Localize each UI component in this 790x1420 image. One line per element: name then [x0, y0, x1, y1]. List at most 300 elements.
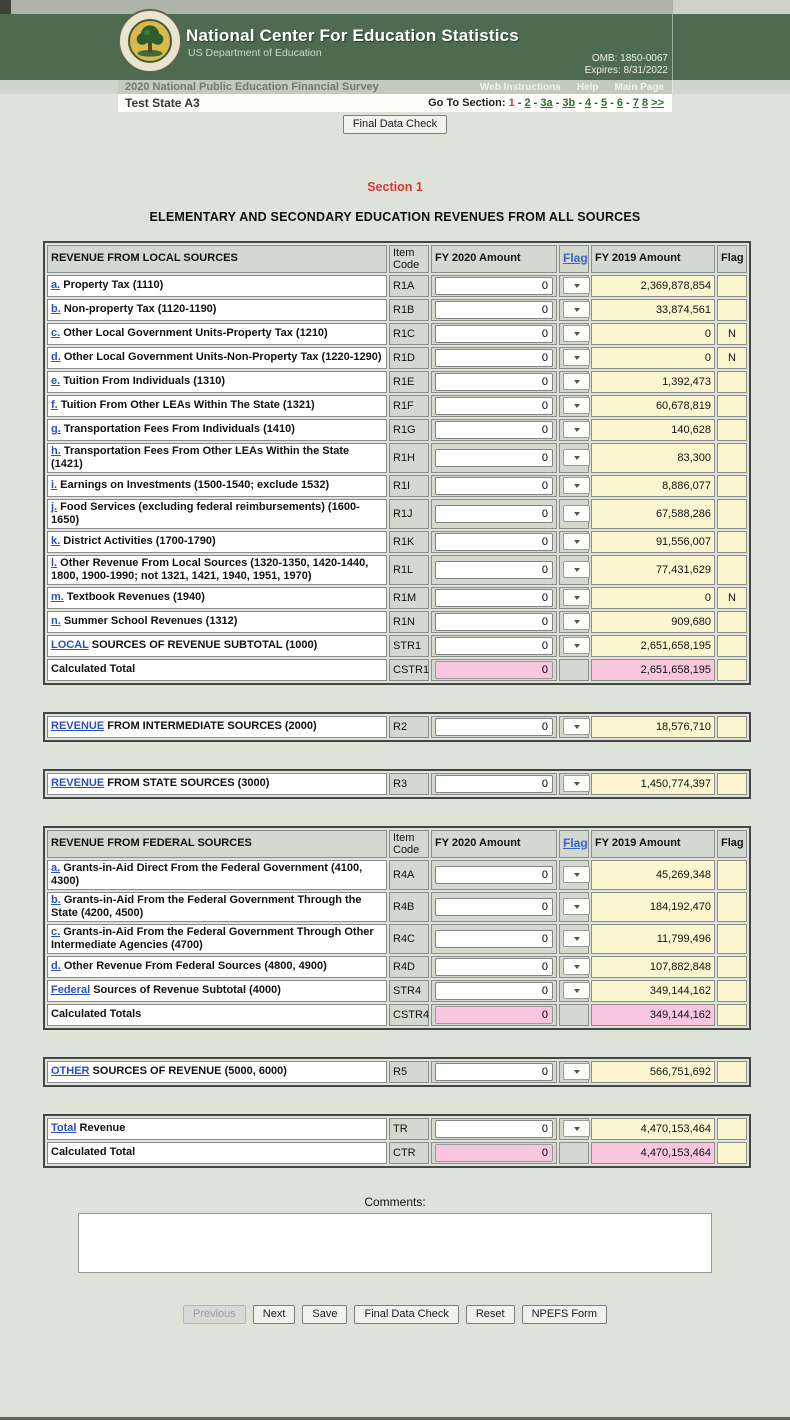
- final-data-check-button-top[interactable]: Final Data Check: [343, 115, 447, 134]
- flag-select-R1N[interactable]: [563, 613, 590, 630]
- flag-cell-R1C: [559, 323, 589, 345]
- flag-cell-R1J: [559, 499, 589, 529]
- fy2019-value-TR: 4,470,153,464: [591, 1118, 715, 1140]
- row-link-R3[interactable]: REVENUE: [51, 777, 105, 789]
- fy2019-value-R4C: 11,799,496: [591, 924, 715, 954]
- fy2019-flag-R4A: [717, 860, 747, 890]
- flag-cell-TR: [559, 1118, 589, 1140]
- row-link-R4C[interactable]: c.: [51, 925, 61, 938]
- item-code-R1H: R1H: [389, 443, 429, 473]
- column-header-flag-2020: [559, 245, 589, 273]
- row-label-R4C: c. Grants-in-Aid From the Federal Government Through Other Intermediate Agencies (4700): [47, 924, 387, 954]
- flag-select-R1F[interactable]: [563, 397, 590, 414]
- row-link-R1H[interactable]: h.: [51, 444, 61, 457]
- fy2020-cell-CTR: [431, 1142, 557, 1164]
- fy2019-flag-R4C: [717, 924, 747, 954]
- chevron-down-icon: [574, 965, 580, 969]
- row-R4A: [47, 860, 747, 890]
- row-STR1: [47, 635, 747, 657]
- item-code-STR4: STR4: [389, 980, 429, 1002]
- fy2019-flag-R1G: [717, 419, 747, 441]
- goto-section->>[interactable]: >>: [651, 97, 664, 109]
- row-link-R1L[interactable]: l.: [51, 556, 58, 569]
- fy2020-cell-R1F: [431, 395, 557, 417]
- flag-cell-R1G: [559, 419, 589, 441]
- row-link-R1I[interactable]: i.: [51, 479, 58, 491]
- row-R1E: [47, 371, 747, 393]
- row-CTR: [47, 1142, 747, 1164]
- row-label-R1L: l. Other Revenue From Local Sources (1320-1350, 1420-1440, 1800, 1900-1990; not 1321, 1421, 1940, 1951, 1970): [47, 555, 387, 585]
- fy2019-value-CSTR1: 2,651,658,195: [591, 659, 715, 681]
- row-label-R5: OTHER SOURCES OF REVENUE (5000, 6000): [47, 1061, 387, 1083]
- item-code-R2: R2: [389, 716, 429, 738]
- item-code-R1E: R1E: [389, 371, 429, 393]
- column-header-item-code: Item Code: [389, 830, 429, 858]
- fy2020-cell-R1G: [431, 419, 557, 441]
- row-label-R3: REVENUE FROM STATE SOURCES (3000): [47, 773, 387, 795]
- fy2019-value-R1K: 91,556,007: [591, 531, 715, 553]
- chevron-down-icon: [574, 484, 580, 488]
- fy2020-cell-R2: [431, 716, 557, 738]
- item-code-CTR: CTR: [389, 1142, 429, 1164]
- row-TR: [47, 1118, 747, 1140]
- fy2019-value-R1G: 140,628: [591, 419, 715, 441]
- row-label-R1J: j. Food Services (excluding federal reimbursements) (1600-1650): [47, 499, 387, 529]
- flag-select-R1M[interactable]: [563, 589, 590, 606]
- state-nav-bar: [118, 94, 672, 112]
- fy2020-cell-R1D: [431, 347, 557, 369]
- row-R1J: [47, 499, 747, 529]
- form-action-buttons: [0, 1305, 790, 1324]
- item-code-R1C: R1C: [389, 323, 429, 345]
- flag-select-R1D[interactable]: [563, 349, 590, 366]
- fy2020-cell-CSTR4: [431, 1004, 557, 1026]
- fy2020-input-R1A[interactable]: [435, 277, 553, 295]
- next-button[interactable]: Next: [253, 1305, 296, 1324]
- fy2020-cell-STR1: [431, 635, 557, 657]
- item-code-CSTR1: CSTR1: [389, 659, 429, 681]
- item-code-R4A: R4A: [389, 860, 429, 890]
- fy2020-cell-STR4: [431, 980, 557, 1002]
- fy2019-value-STR1: 2,651,658,195: [591, 635, 715, 657]
- flag-select-R4B[interactable]: [563, 898, 590, 915]
- header-nav-links: [480, 82, 664, 93]
- flag-cell-R1N: [559, 611, 589, 633]
- row-label-R1G: g. Transportation Fees From Individuals (1410): [47, 419, 387, 441]
- fy2019-value-R4A: 45,269,348: [591, 860, 715, 890]
- goto-section-3a[interactable]: 3a: [540, 97, 553, 109]
- fy2019-flag-R1E: [717, 371, 747, 393]
- column-header-fy2019: FY 2019 Amount: [591, 245, 715, 273]
- flag-select-R1C[interactable]: [563, 325, 590, 342]
- flag-select-R3[interactable]: [563, 775, 590, 792]
- chevron-down-icon: [574, 989, 580, 993]
- goto-section-7[interactable]: 7: [632, 97, 639, 109]
- omb-expires: Expires: 8/31/2022: [584, 65, 668, 76]
- goto-section-links: 1 - 2 - 3a - 3b - 4 - 5 - 6 - 7 8 >>: [508, 97, 664, 109]
- row-link-R1E[interactable]: e.: [51, 375, 61, 387]
- flag-help-link[interactable]: Flag: [563, 835, 588, 850]
- row-label-R1K: k. District Activities (1700-1790): [47, 531, 387, 553]
- fy2019-value-R4D: 107,882,848: [591, 956, 715, 978]
- item-code-R1N: R1N: [389, 611, 429, 633]
- fy2020-input-R1N[interactable]: [435, 613, 553, 631]
- fy2019-flag-STR1: [717, 635, 747, 657]
- goto-section-5[interactable]: 5: [600, 97, 608, 109]
- flag-cell-R1D: [559, 347, 589, 369]
- row-label-R1I: i. Earnings on Investments (1500-1540; exclude 1532): [47, 475, 387, 497]
- fy2020-input-R1J[interactable]: [435, 505, 553, 523]
- flag-select-R1E[interactable]: [563, 373, 590, 390]
- department-of-education-seal-icon: [119, 10, 181, 72]
- chevron-down-icon: [574, 540, 580, 544]
- fy2020-input-R1G[interactable]: [435, 421, 553, 439]
- fy2019-value-CSTR4: 349,144,162: [591, 1004, 715, 1026]
- flag-cell-R4A: [559, 860, 589, 890]
- fy2020-cell-R1A: [431, 275, 557, 297]
- subheader-inner: [118, 80, 672, 94]
- row-link-R1B[interactable]: b.: [51, 303, 61, 315]
- flag-cell-R4C: [559, 924, 589, 954]
- row-link-R4B[interactable]: b.: [51, 893, 61, 906]
- fy2020-input-TR[interactable]: [435, 1120, 553, 1138]
- flag-cell-R4D: [559, 956, 589, 978]
- goto-section-2[interactable]: 2: [524, 97, 531, 109]
- column-header-title: REVENUE FROM LOCAL SOURCES: [47, 245, 387, 273]
- fy2020-input-CSTR1: [435, 661, 553, 679]
- flag-select-R1B[interactable]: [563, 301, 590, 318]
- row-CSTR1: [47, 659, 747, 681]
- row-label-R1D: d. Other Local Government Units-Non-Property Tax (1220-1290): [47, 347, 387, 369]
- flag-cell-R1H: [559, 443, 589, 473]
- flag-cell-R1K: [559, 531, 589, 553]
- fy2020-input-R4A[interactable]: [435, 866, 553, 884]
- goto-section-6[interactable]: 6: [616, 97, 623, 109]
- row-R3: [47, 773, 747, 795]
- fy2020-input-R1L[interactable]: [435, 561, 553, 579]
- fy2020-input-R4B[interactable]: [435, 898, 553, 916]
- fy2020-cell-R1H: [431, 443, 557, 473]
- row-label-R1B: b. Non-property Tax (1120-1190): [47, 299, 387, 321]
- fy2019-flag-R1M: N: [717, 587, 747, 609]
- npefs-form-button[interactable]: NPEFS Form: [522, 1305, 607, 1324]
- chevron-down-icon: [574, 404, 580, 408]
- fy2020-input-R1K[interactable]: [435, 533, 553, 551]
- flag-select-R2[interactable]: [563, 718, 590, 735]
- column-header-flag-2019: Flag: [717, 245, 747, 273]
- top-strip: [0, 0, 790, 14]
- state-name: Test State A3: [125, 96, 200, 110]
- fy2020-input-R1I[interactable]: [435, 477, 553, 495]
- item-code-CSTR4: CSTR4: [389, 1004, 429, 1026]
- flag-select-R1I[interactable]: [563, 477, 590, 494]
- row-label-STR1: LOCAL SOURCES OF REVENUE SUBTOTAL (1000): [47, 635, 387, 657]
- fy2020-input-STR1[interactable]: [435, 637, 553, 655]
- row-R1K: [47, 531, 747, 553]
- comments-textarea[interactable]: [78, 1213, 712, 1273]
- flag-select-R1G[interactable]: [563, 421, 590, 438]
- header-divider: [672, 14, 673, 94]
- item-code-STR1: STR1: [389, 635, 429, 657]
- fy2019-value-R1E: 1,392,473: [591, 371, 715, 393]
- flag-select-R1J[interactable]: [563, 505, 590, 522]
- column-header-flag-2019: Flag: [717, 830, 747, 858]
- row-link-R1J[interactable]: j.: [51, 500, 58, 513]
- fy2019-flag-R5: [717, 1061, 747, 1083]
- flag-cell-CTR: [559, 1142, 589, 1164]
- save-button[interactable]: Save: [302, 1305, 347, 1324]
- row-link-R1D[interactable]: d.: [51, 351, 61, 363]
- fy2020-input-R1B[interactable]: [435, 301, 553, 319]
- flag-select-R5[interactable]: [563, 1063, 590, 1080]
- row-label-R4D: d. Other Revenue From Federal Sources (4800, 4900): [47, 956, 387, 978]
- department-subtitle: US Department of Education: [188, 47, 322, 59]
- row-label-R4A: a. Grants-in-Aid Direct From the Federal Government (4100, 4300): [47, 860, 387, 890]
- row-label-STR4: Federal Sources of Revenue Subtotal (4000): [47, 980, 387, 1002]
- row-R1D: [47, 347, 747, 369]
- fy2020-input-R1C[interactable]: [435, 325, 553, 343]
- row-link-R4A[interactable]: a.: [51, 861, 61, 874]
- row-label-R4B: b. Grants-in-Aid From the Federal Government Through the State (4200, 4500): [47, 892, 387, 922]
- comments-label: Comments:: [364, 1194, 426, 1209]
- fy2020-input-R2[interactable]: [435, 718, 553, 736]
- flag-select-R4A[interactable]: [563, 866, 590, 883]
- column-header-fy2020: FY 2020 Amount: [431, 830, 557, 858]
- fy2020-cell-R1C: [431, 323, 557, 345]
- fy2020-input-R4D[interactable]: [435, 958, 553, 976]
- flag-cell-R3: [559, 773, 589, 795]
- row-link-R5[interactable]: OTHER: [51, 1065, 90, 1077]
- flag-select-R4D[interactable]: [563, 958, 590, 975]
- fy2020-cell-R1M: [431, 587, 557, 609]
- fy2019-value-R1L: 77,431,629: [591, 555, 715, 585]
- flag-cell-R1A: [559, 275, 589, 297]
- top-strip-right: [673, 0, 790, 14]
- row-R1M: [47, 587, 747, 609]
- fy2020-cell-R1B: [431, 299, 557, 321]
- row-STR4: [47, 980, 747, 1002]
- previous-button: Previous: [183, 1305, 246, 1324]
- fy2019-value-R1J: 67,588,286: [591, 499, 715, 529]
- chevron-down-icon: [574, 456, 580, 460]
- column-header-title: REVENUE FROM FEDERAL SOURCES: [47, 830, 387, 858]
- fy2020-input-R1M[interactable]: [435, 589, 553, 607]
- fy2019-flag-R1F: [717, 395, 747, 417]
- fy2020-cell-R1I: [431, 475, 557, 497]
- chevron-down-icon: [574, 380, 580, 384]
- goto-section-4[interactable]: 4: [585, 97, 592, 109]
- fy2019-value-R3: 1,450,774,397: [591, 773, 715, 795]
- table-intermediate-sources: [43, 712, 751, 742]
- item-code-R4C: R4C: [389, 924, 429, 954]
- fy2020-cell-R4D: [431, 956, 557, 978]
- column-header-flag-2020: [559, 830, 589, 858]
- fy2020-cell-R4A: [431, 860, 557, 890]
- table-total-revenue: [43, 1114, 751, 1168]
- fy2019-value-R4B: 184,192,470: [591, 892, 715, 922]
- flag-select-R1A[interactable]: [563, 277, 590, 294]
- fy2019-flag-R1K: [717, 531, 747, 553]
- column-header-fy2020: FY 2020 Amount: [431, 245, 557, 273]
- fy2019-flag-R1H: [717, 443, 747, 473]
- fy2019-flag-R3: [717, 773, 747, 795]
- flag-select-R1K[interactable]: [563, 533, 590, 550]
- fy2019-value-R1M: 0: [591, 587, 715, 609]
- row-link-TR[interactable]: Total: [51, 1122, 77, 1134]
- final-data-check-button[interactable]: Final Data Check: [354, 1305, 458, 1324]
- flag-cell-STR4: [559, 980, 589, 1002]
- row-label-R1E: e. Tuition From Individuals (1310): [47, 371, 387, 393]
- row-label-CSTR1: Calculated Total: [47, 659, 387, 681]
- row-link-R1A[interactable]: a.: [51, 279, 61, 291]
- fy2019-flag-TR: [717, 1118, 747, 1140]
- fy2019-flag-R1I: [717, 475, 747, 497]
- column-header-fy2019: FY 2019 Amount: [591, 830, 715, 858]
- fy2019-value-R1D: 0: [591, 347, 715, 369]
- item-code-R1M: R1M: [389, 587, 429, 609]
- item-code-R1G: R1G: [389, 419, 429, 441]
- row-link-R4D[interactable]: d.: [51, 960, 61, 972]
- row-R1N: [47, 611, 747, 633]
- table-state-sources: [43, 769, 751, 799]
- revenue-tables: [0, 241, 790, 1168]
- header-link-web-instructions[interactable]: Web Instructions: [479, 81, 561, 93]
- fy2019-value-STR4: 349,144,162: [591, 980, 715, 1002]
- fy2019-flag-R1A: [717, 275, 747, 297]
- chevron-down-icon: [574, 725, 580, 729]
- row-R4C: [47, 924, 747, 954]
- fy2019-flag-R1L: [717, 555, 747, 585]
- row-link-R1N[interactable]: n.: [51, 615, 61, 627]
- fy2020-input-R1E[interactable]: [435, 373, 553, 391]
- fy2019-value-R2: 18,576,710: [591, 716, 715, 738]
- chevron-down-icon: [574, 1070, 580, 1074]
- item-code-R5: R5: [389, 1061, 429, 1083]
- fy2019-flag-R1C: N: [717, 323, 747, 345]
- flag-select-R4C[interactable]: [563, 930, 590, 947]
- item-code-R1I: R1I: [389, 475, 429, 497]
- item-code-R3: R3: [389, 773, 429, 795]
- table-other-sources: [43, 1057, 751, 1087]
- chevron-down-icon: [574, 873, 580, 877]
- chevron-down-icon: [574, 568, 580, 572]
- row-link-STR1[interactable]: LOCAL: [51, 639, 89, 651]
- fy2019-flag-R1B: [717, 299, 747, 321]
- flag-cell-R1L: [559, 555, 589, 585]
- chevron-down-icon: [574, 356, 580, 360]
- fy2020-input-R1F[interactable]: [435, 397, 553, 415]
- row-label-CSTR4: Calculated Totals: [47, 1004, 387, 1026]
- reset-button[interactable]: Reset: [466, 1305, 515, 1324]
- row-label-CTR: Calculated Total: [47, 1142, 387, 1164]
- fy2020-cell-R1K: [431, 531, 557, 553]
- header-link-help[interactable]: Help: [576, 81, 599, 93]
- fy2019-flag-R1N: [717, 611, 747, 633]
- fy2019-value-R1A: 2,369,878,854: [591, 275, 715, 297]
- fy2019-flag-CTR: [717, 1142, 747, 1164]
- flag-select-R1L[interactable]: [563, 561, 590, 578]
- flag-cell-R4B: [559, 892, 589, 922]
- flag-cell-R1F: [559, 395, 589, 417]
- flag-help-link[interactable]: Flag: [563, 250, 588, 265]
- survey-title: 2020 National Public Education Financial Survey: [125, 81, 379, 93]
- row-link-R2[interactable]: REVENUE: [51, 720, 105, 732]
- tree-graphic: [131, 22, 169, 60]
- row-R4D: [47, 956, 747, 978]
- row-label-R1N: n. Summer School Revenues (1312): [47, 611, 387, 633]
- fy2020-input-STR4[interactable]: [435, 982, 553, 1000]
- table-header-row-local-sources: [47, 245, 747, 273]
- fy2019-value-R5: 566,751,692: [591, 1061, 715, 1083]
- fy2019-flag-CSTR1: [717, 659, 747, 681]
- row-R4B: [47, 892, 747, 922]
- fy2019-value-R1I: 8,886,077: [591, 475, 715, 497]
- row-label-R1F: f. Tuition From Other LEAs Within The State (1321): [47, 395, 387, 417]
- fy2020-input-R3[interactable]: [435, 775, 553, 793]
- flag-select-TR[interactable]: [563, 1120, 590, 1137]
- row-link-STR4[interactable]: Federal: [51, 984, 91, 996]
- item-code-R1L: R1L: [389, 555, 429, 585]
- row-link-R1F[interactable]: f.: [51, 399, 58, 411]
- fy2020-cell-R1E: [431, 371, 557, 393]
- flag-select-STR4[interactable]: [563, 982, 590, 999]
- chevron-down-icon: [574, 644, 580, 648]
- row-R1G: [47, 419, 747, 441]
- chevron-down-icon: [574, 428, 580, 432]
- item-code-R1J: R1J: [389, 499, 429, 529]
- seal-tree-icon: [128, 19, 172, 63]
- flag-cell-R1E: [559, 371, 589, 393]
- table-header-row-federal-sources: [47, 830, 747, 858]
- goto-section-8[interactable]: 8: [641, 97, 649, 109]
- omb-number: OMB: 1850-0067: [591, 53, 668, 64]
- table-federal-sources: [43, 826, 751, 1030]
- fy2019-value-R1N: 909,680: [591, 611, 715, 633]
- section-heading: Section 1: [367, 179, 423, 194]
- row-label-R1A: a. Property Tax (1110): [47, 275, 387, 297]
- row-label-R1H: h. Transportation Fees From Other LEAs Within the State (1421): [47, 443, 387, 473]
- goto-section-nav: [428, 97, 664, 109]
- chevron-down-icon: [574, 905, 580, 909]
- fy2019-value-R1H: 83,300: [591, 443, 715, 473]
- agency-title: National Center For Education Statistics: [186, 26, 519, 45]
- fy2020-cell-R1J: [431, 499, 557, 529]
- item-code-R1A: R1A: [389, 275, 429, 297]
- row-R1B: [47, 299, 747, 321]
- column-header-item-code: Item Code: [389, 245, 429, 273]
- row-link-R1K[interactable]: k.: [51, 535, 61, 547]
- fy2020-input-R5[interactable]: [435, 1063, 553, 1081]
- fy2020-input-R1D[interactable]: [435, 349, 553, 367]
- row-link-R1M[interactable]: m.: [51, 591, 64, 603]
- flag-select-R1H[interactable]: [563, 449, 590, 466]
- fy2019-flag-R4B: [717, 892, 747, 922]
- row-R1F: [47, 395, 747, 417]
- table-local-sources: [43, 241, 751, 685]
- row-R1H: [47, 443, 747, 473]
- fy2020-cell-R5: [431, 1061, 557, 1083]
- row-link-R1G[interactable]: g.: [51, 423, 61, 435]
- fy2020-input-R4C[interactable]: [435, 930, 553, 948]
- fy2019-flag-R4D: [717, 956, 747, 978]
- goto-section-3b[interactable]: 3b: [562, 97, 576, 109]
- fy2020-cell-R4B: [431, 892, 557, 922]
- row-link-R1C[interactable]: c.: [51, 327, 61, 339]
- item-code-TR: TR: [389, 1118, 429, 1140]
- fy2020-input-R1H[interactable]: [435, 449, 553, 467]
- flag-select-STR1[interactable]: [563, 637, 590, 654]
- header-link-main-page[interactable]: Main Page: [614, 81, 664, 93]
